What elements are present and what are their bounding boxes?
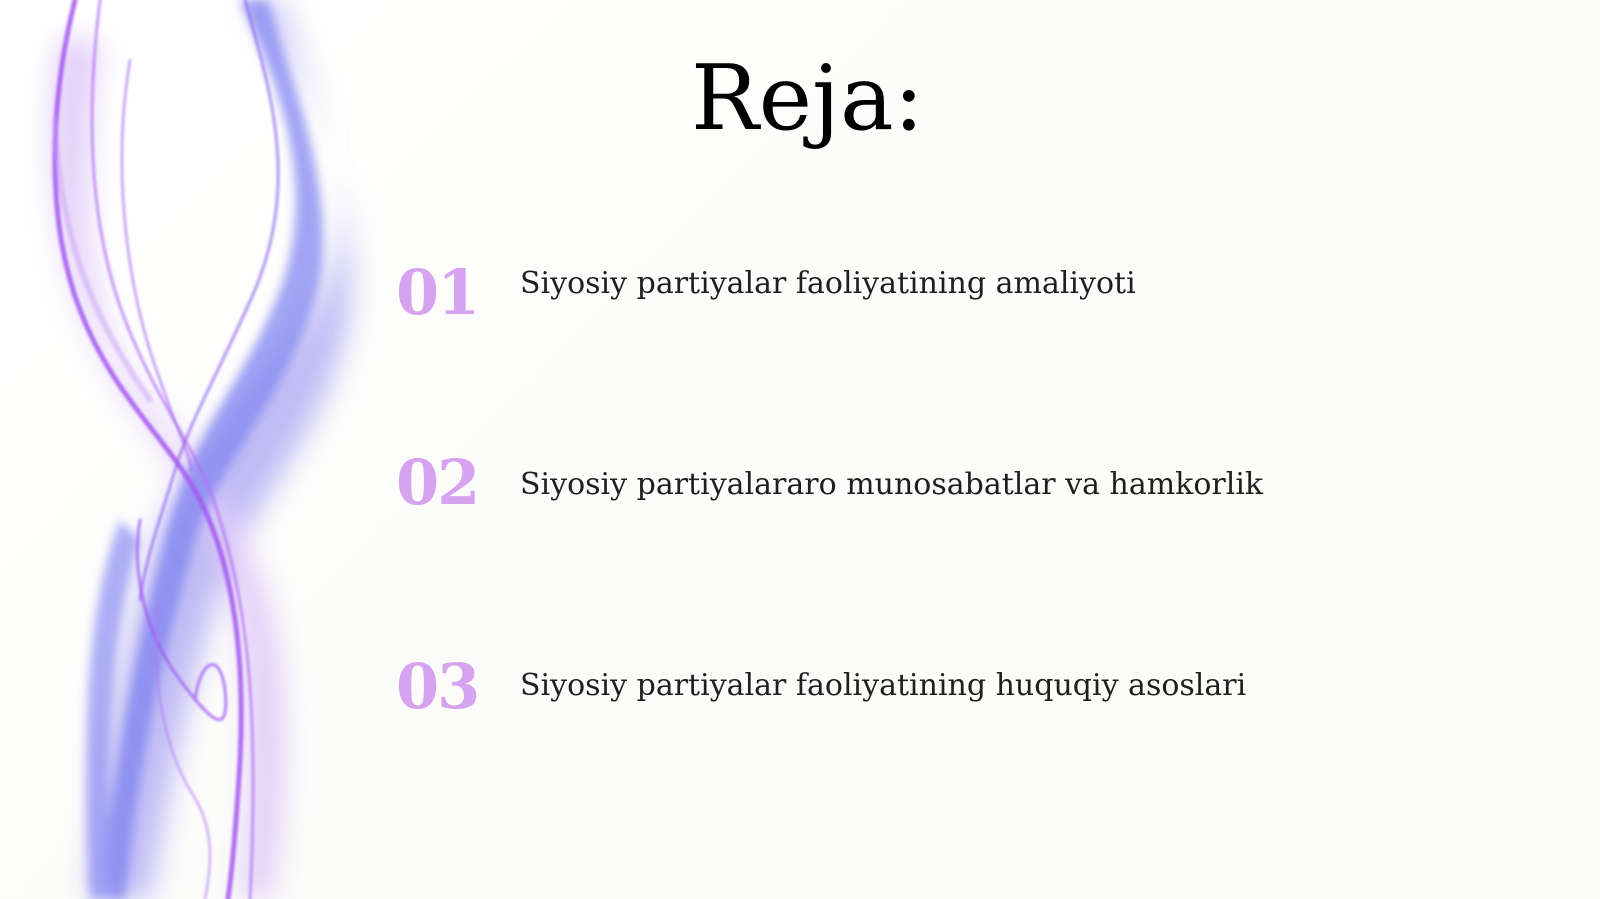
item-text: Siyosiy partiyalararo munosabatlar va hamkorlik [520,467,1264,502]
slide-title: Reja: [691,46,924,151]
plan-item [396,448,1496,538]
item-number: 03 [396,650,479,723]
item-number: 01 [396,256,479,329]
item-text: Siyosiy partiyalar faoliyatining amaliyoti [520,266,1136,301]
item-text: Siyosiy partiyalar faoliyatining huquqiy asoslari [520,668,1247,703]
item-number: 02 [396,446,479,519]
plan-item [396,258,1496,348]
plan-item [396,652,1496,742]
